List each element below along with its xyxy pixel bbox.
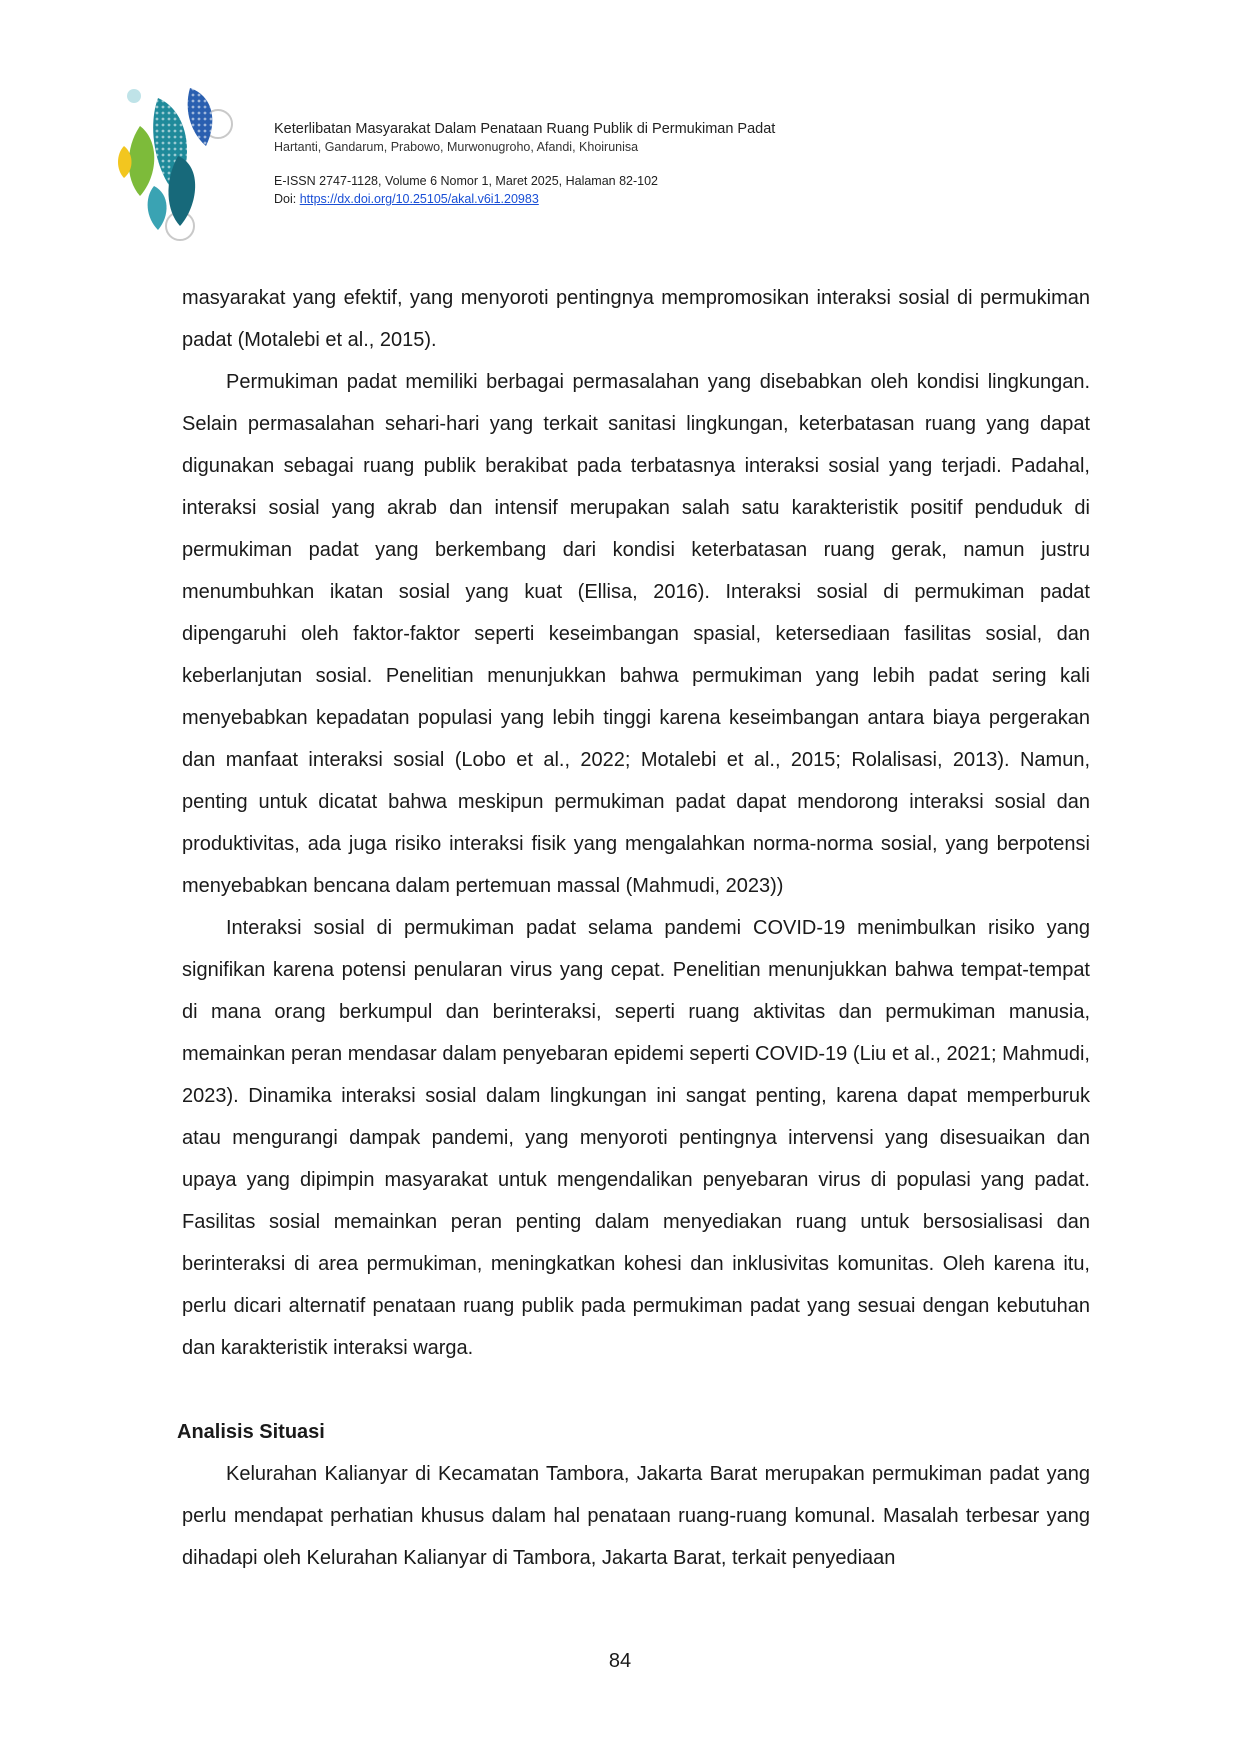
section-heading: Analisis Situasi bbox=[177, 1421, 325, 1443]
header-title: Keterlibatan Masyarakat Dalam Penataan Ruang Publik di Permukiman Padat bbox=[274, 121, 776, 137]
body-text bbox=[177, 277, 1090, 1579]
header-doi bbox=[274, 190, 775, 208]
doi-link[interactable]: https://dx.doi.org/10.25105/akal.v6i1.20983 bbox=[299, 192, 539, 206]
journal-logo bbox=[118, 86, 243, 246]
running-header bbox=[274, 120, 775, 208]
paragraph-1: masyarakat yang efektif, yang menyoroti pentingnya mempromosikan interaksi sosial di permukiman padat (Motalebi et al., 2015). bbox=[182, 287, 1090, 351]
doi-label: Doi: bbox=[274, 192, 300, 206]
paragraph-4: Kelurahan Kalianyar di Kecamatan Tambora, Jakarta Barat merupakan permukiman padat yang perlu mendapat perhatian khusus dalam hal penataan ruang-ruang komunal. Masalah terbesar yang dihadapi oleh Kelurahan Kalianyar di Tambora, Jakarta Barat, terkait penyediaan bbox=[182, 1463, 1090, 1569]
paragraph-3: Interaksi sosial di permukiman padat selama pandemi COVID-19 menimbulkan risiko yang signifikan karena potensi penularan virus yang cepat. Penelitian menunjukkan bahwa tempat-tempat di mana orang berkumpul dan berinteraksi, seperti ruang aktivitas dan permukiman manusia, memainkan peran mendasar dalam penyebaran epidemi seperti COVID-19 (Liu et al., 2021; Mahmudi, 2023). Dinamika interaksi sosial dalam lingkungan ini sangat penting, karena dapat memperburuk atau mengurangi dampak pandemi, yang menyoroti pentingnya intervensi yang disesuaikan dan upaya yang dipimpin masyarakat untuk mengendalikan penyebaran virus di populasi yang padat. Fasilitas sosial memainkan peran penting dalam menyediakan ruang untuk bersosialisasi dan berinteraksi di area permukiman, meningkatkan kohesi dan inklusivitas komunitas. Oleh karena itu, perlu dicari alternatif penataan ruang publik pada permukiman padat yang sesuai dengan kebutuhan dan karakteristik interaksi warga. bbox=[182, 917, 1090, 1359]
page-number: 84 bbox=[608, 1650, 632, 1672]
paragraph-2: Permukiman padat memiliki berbagai permasalahan yang disebabkan oleh kondisi lingkungan. Selain permasalahan sehari-hari yang terkait sanitasi lingkungan, keterbatasan ruang yang dapat digunakan sebagai ruang publik berakibat pada terbatasnya interaksi sosial yang terjadi. Padahal, interaksi sosial yang akrab dan intensif merupakan salah satu karakteristik positif penduduk di permukiman padat yang berkembang dari kondisi keterbatasan ruang gerak, namun justru menumbuhkan ikatan sosial yang kuat (Ellisa, 2016). Interaksi sosial di permukiman padat dipengaruhi oleh faktor-faktor seperti keseimbangan spasial, ketersediaan fasilitas sosial, dan keberlanjutan sosial. Penelitian menunjukkan bahwa permukiman yang lebih padat sering kali menyebabkan kepadatan populasi yang lebih tinggi karena keseimbangan antara biaya pergerakan dan manfaat interaksi sosial (Lobo et al., 2022; Motalebi et al., 2015; Rolalisasi, 2013). Namun, penting untuk dicatat bahwa meskipun permukiman padat dapat mendorong interaksi sosial dan produktivitas, ada juga risiko interaksi fisik yang mengalahkan norma-norma sosial, yang berpotensi menyebabkan bencana dalam pertemuan massal (Mahmudi, 2023)) bbox=[182, 371, 1090, 897]
header-authors: Hartanti, Gandarum, Prabowo, Murwonugroho, Afandi, Khoirunisa bbox=[274, 140, 639, 154]
header-issn: E-ISSN 2747-1128, Volume 6 Nomor 1, Maret 2025, Halaman 82-102 bbox=[274, 174, 659, 188]
